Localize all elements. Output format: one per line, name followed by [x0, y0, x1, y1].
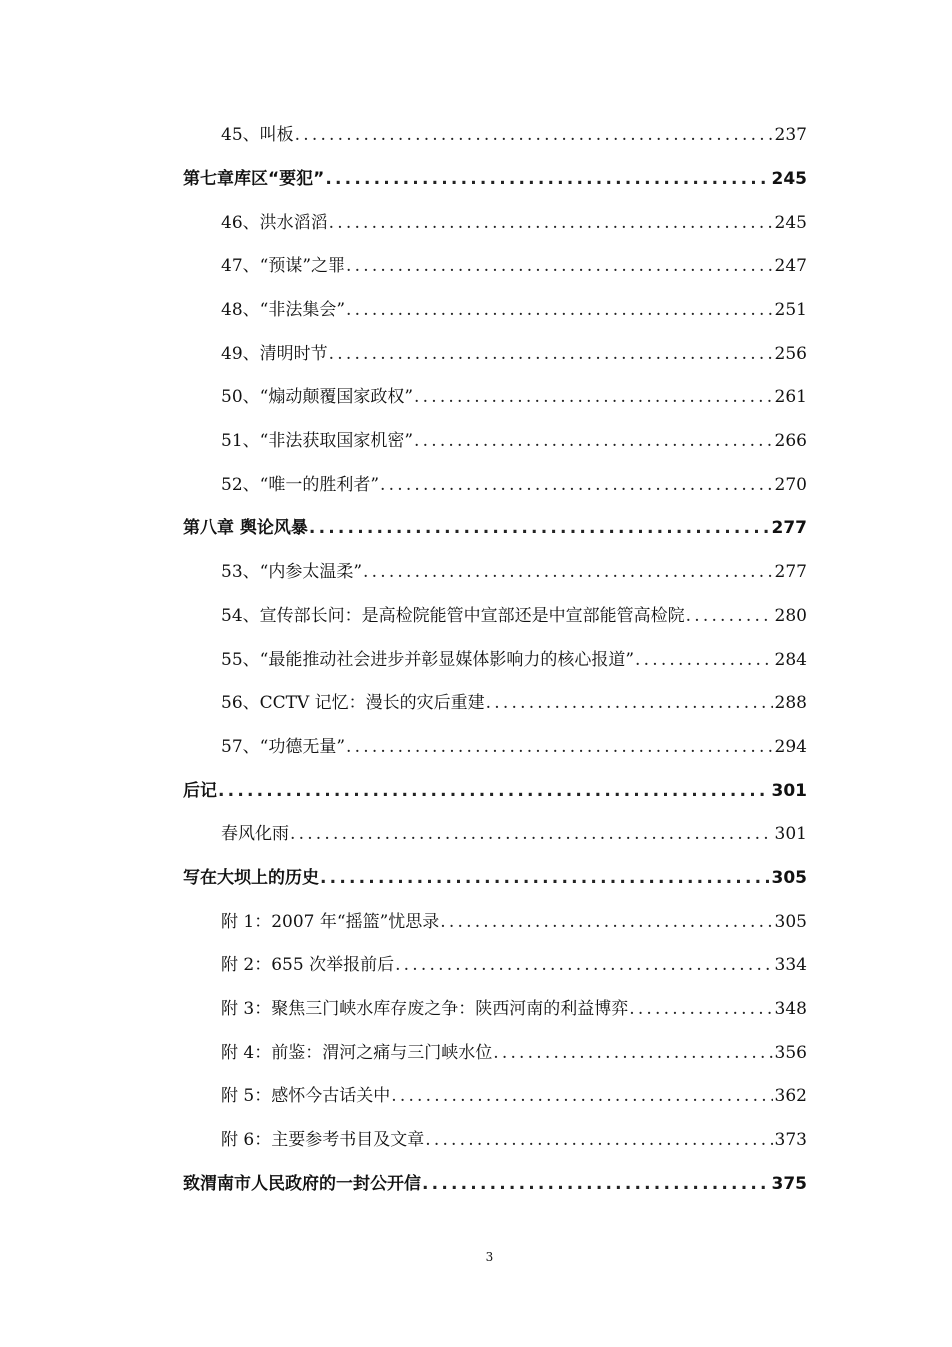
- toc-dot-leader: [414, 430, 773, 452]
- toc-entry-title: 47、“预谋”之罪: [221, 256, 346, 276]
- toc-dot-leader: [290, 823, 773, 845]
- toc-dot-leader: [391, 1085, 772, 1107]
- toc-entry-page: 375: [771, 1174, 807, 1194]
- toc-dot-leader: [309, 517, 770, 539]
- toc-dot-leader: [395, 954, 772, 976]
- toc-dot-leader: [686, 605, 773, 627]
- toc-entry[interactable]: [221, 378, 807, 408]
- toc-dot-leader: [329, 343, 773, 365]
- toc-entry-page: 245: [774, 213, 807, 233]
- toc-dot-leader: [635, 649, 773, 671]
- toc-entry-page: 280: [774, 606, 807, 626]
- toc-entry[interactable]: [221, 1034, 807, 1064]
- toc-entry-title: 49、清明时节: [221, 344, 328, 364]
- toc-chapter-entry[interactable]: [183, 772, 807, 802]
- toc-entry-title: 附 6：主要参考书目及文章: [221, 1130, 425, 1150]
- toc-entry-page: 261: [774, 387, 807, 407]
- toc-entry-title: 48、“非法集会”: [221, 300, 346, 320]
- toc-dot-leader: [380, 474, 773, 496]
- toc-entry[interactable]: [221, 641, 807, 671]
- toc-entry-title: 附 3：聚焦三门峡水库存废之争：陕西河南的利益博弈: [221, 999, 629, 1019]
- toc-entry-title: 附 5：感怀今古话关中: [221, 1086, 391, 1106]
- toc-entry-page: 294: [774, 737, 807, 757]
- toc-entry[interactable]: [221, 335, 807, 365]
- toc-entry-page: 284: [774, 650, 807, 670]
- toc-entry-page: 334: [774, 955, 807, 975]
- toc-entry-title: 52、“唯一的胜利者”: [221, 475, 380, 495]
- toc-entry[interactable]: [221, 684, 807, 714]
- toc-entry-title: 附 2：655 次举报前后: [221, 955, 395, 975]
- toc-entry-page: 362: [774, 1086, 807, 1106]
- toc-entry-page: 266: [774, 431, 807, 451]
- toc-dot-leader: [425, 1129, 772, 1151]
- toc-entry[interactable]: [221, 815, 807, 845]
- toc-entry-page: 237: [774, 125, 807, 145]
- toc-entry-title: 附 1：2007 年“摇篮”忧思录: [221, 912, 440, 932]
- toc-entry-page: 247: [774, 256, 807, 276]
- toc-entry-title: 53、“内参太温柔”: [221, 562, 363, 582]
- toc-entry-title: 第八章 舆论风暴: [183, 518, 308, 538]
- toc-entry[interactable]: [221, 1077, 807, 1107]
- toc-entry-page: 305: [771, 868, 807, 888]
- toc-entry-page: 373: [774, 1130, 807, 1150]
- toc-dot-leader: [295, 124, 773, 146]
- toc-entry-page: 277: [771, 518, 807, 538]
- toc-dot-leader: [346, 736, 773, 758]
- toc-entry[interactable]: [221, 204, 807, 234]
- toc-entry[interactable]: [221, 990, 807, 1020]
- toc-dot-leader: [414, 386, 773, 408]
- toc-entry-title: 附 4：前鉴：渭河之痛与三门峡水位: [221, 1043, 493, 1063]
- toc-entry-page: 251: [774, 300, 807, 320]
- toc-entry[interactable]: [221, 422, 807, 452]
- toc-entry[interactable]: [221, 466, 807, 496]
- toc-chapter-entry[interactable]: [183, 509, 807, 539]
- toc-entry[interactable]: [221, 116, 807, 146]
- toc-dot-leader: [493, 1042, 772, 1064]
- toc-dot-leader: [329, 212, 773, 234]
- toc-dot-leader: [486, 692, 773, 714]
- toc-entry-title: 后记: [183, 781, 217, 801]
- toc-entry-title: 春风化雨: [221, 824, 289, 844]
- toc-entry-title: 第七章库区“要犯”: [183, 169, 325, 189]
- toc-chapter-entry[interactable]: [183, 1165, 807, 1195]
- toc-entry-page: 256: [774, 344, 807, 364]
- toc-entry-page: 270: [774, 475, 807, 495]
- toc-dot-leader: [363, 561, 773, 583]
- toc-dot-leader: [440, 911, 772, 933]
- toc-dot-leader: [320, 867, 770, 889]
- toc-entry[interactable]: [221, 291, 807, 321]
- toc-entry[interactable]: [221, 247, 807, 277]
- toc-dot-leader: [218, 780, 770, 802]
- toc-entry[interactable]: [221, 597, 807, 627]
- toc-entry[interactable]: [221, 553, 807, 583]
- toc-entry-title: 46、洪水滔滔: [221, 213, 328, 233]
- toc-entry[interactable]: [221, 728, 807, 758]
- toc-chapter-entry[interactable]: [183, 859, 807, 889]
- toc-entry[interactable]: [221, 946, 807, 976]
- toc-entry-title: 51、“非法获取国家机密”: [221, 431, 414, 451]
- toc-dot-leader: [346, 299, 773, 321]
- toc-dot-leader: [325, 168, 769, 190]
- toc-entry-title: 45、叫板: [221, 125, 294, 145]
- toc-entry-page: 301: [774, 824, 807, 844]
- toc-entry-page: 288: [774, 693, 807, 713]
- toc-entry-page: 348: [774, 999, 807, 1019]
- toc-entry-page: 245: [771, 169, 807, 189]
- toc-entry-page: 277: [774, 562, 807, 582]
- toc-dot-leader: [422, 1173, 770, 1195]
- toc-entry-title: 写在大坝上的历史: [183, 868, 319, 888]
- toc-dot-leader: [629, 998, 772, 1020]
- toc-entry[interactable]: [221, 1121, 807, 1151]
- toc-entry-title: 55、“最能推动社会进步并彰显媒体影响力的核心报道”: [221, 650, 635, 670]
- toc-entry-title: 56、CCTV 记忆：漫长的灾后重建: [221, 693, 485, 713]
- toc-chapter-entry[interactable]: [183, 160, 807, 190]
- toc-entry[interactable]: [221, 903, 807, 933]
- toc-entry-title: 54、宣传部长问：是高检院能管中宣部还是中宣部能管高检院: [221, 606, 685, 626]
- toc-entry-title: 50、“煽动颠覆国家政权”: [221, 387, 414, 407]
- toc-entry-page: 305: [774, 912, 807, 932]
- page-number: 3: [485, 1250, 494, 1264]
- toc-entry-page: 356: [774, 1043, 807, 1063]
- toc-dot-leader: [346, 255, 773, 277]
- toc-entry-page: 301: [771, 781, 807, 801]
- toc-entry-title: 致渭南市人民政府的一封公开信: [183, 1174, 421, 1194]
- toc-entry-title: 57、“功德无量”: [221, 737, 346, 757]
